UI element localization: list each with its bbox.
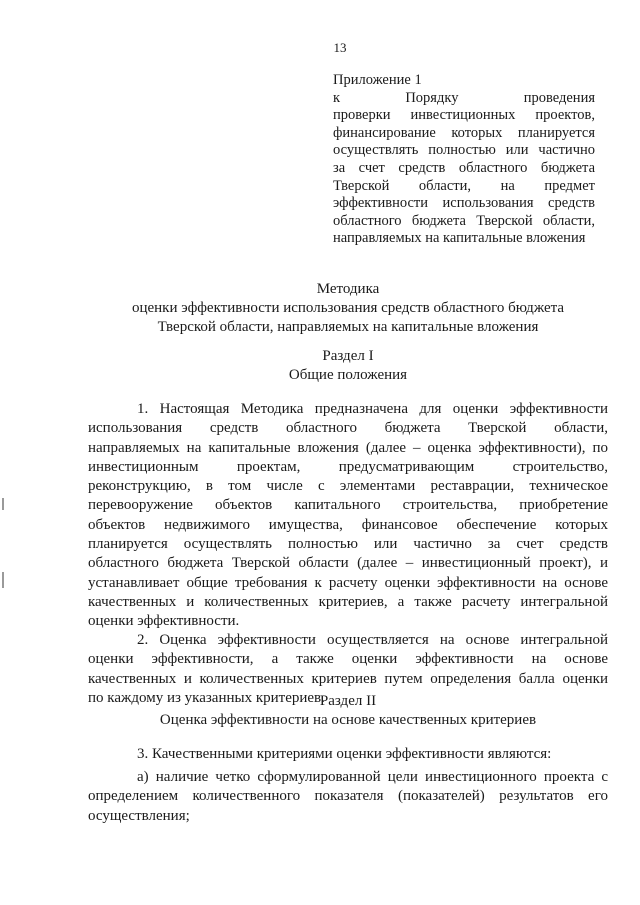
margin-scan-mark <box>2 572 4 588</box>
appendix-line: финансирование которых планируется <box>333 124 595 141</box>
paragraph-line: перевооружение объектов капитального строительства, приобретение <box>88 497 608 514</box>
appendix-line: проверки инвестиционных проектов, <box>333 107 595 124</box>
document-title <box>88 280 608 337</box>
appendix-line: направляемых на капитальные вложения <box>333 230 586 247</box>
paragraph-line: оценки эффективности, а также оценки эффективности на основе <box>88 651 608 668</box>
title-line: Методика <box>316 281 380 297</box>
appendix-line: областного бюджета Тверской области, <box>333 212 595 229</box>
appendix-line: Приложение 1 <box>333 72 422 88</box>
appendix-line: Тверской области, на предмет <box>333 177 595 194</box>
paragraph-line: планируется осуществлять полностью или частично за счет средств <box>88 536 608 553</box>
paragraph-1 <box>88 400 608 632</box>
paragraph-line: оценки эффективности. <box>88 613 240 630</box>
paragraph-line: определением количественного показателя (показателей) результатов его <box>88 788 608 805</box>
paragraph-line: а) наличие четко сформулированной цели инвестиционного проекта с <box>137 769 608 785</box>
paragraph-line: качественных и количественных критериев, а также расчету интегральной <box>88 593 608 610</box>
paragraph-line: осуществления; <box>88 807 190 824</box>
paragraph-line: 1. Настоящая Методика предназначена для оценки эффективности <box>137 401 608 417</box>
appendix-line: осуществлять полностью или частично <box>333 142 595 159</box>
page-number: 13 <box>333 40 347 55</box>
paragraph-line: по каждому из указанных критериев. <box>88 689 325 706</box>
paragraph-line: использования средств областного бюджета Тверской области, <box>88 420 608 437</box>
paragraph-line: 2. Оценка эффективности осуществляется на основе интегральной <box>137 632 608 648</box>
paragraph-line: областного бюджета Тверской области (далее – инвестиционный проект), и <box>88 555 608 572</box>
appendix-line: за счет средств областного бюджета <box>333 159 595 176</box>
appendix-line: к Порядку проведения <box>333 89 595 106</box>
paragraph-line: объектов недвижимого имущества, финансовое обеспечение которых <box>88 516 608 533</box>
margin-scan-mark <box>2 498 4 510</box>
section-number: Раздел I <box>322 348 374 364</box>
section-number: Раздел II <box>319 693 377 709</box>
paragraph-line: инвестиционным проектам, предусматривающим строительство, <box>88 458 608 475</box>
appendix-line: эффективности использования средств <box>333 195 595 212</box>
paragraph-line: устанавливает общие требования к расчету оценки эффективности на основе <box>88 574 608 591</box>
paragraph-line: реконструкцию, в том числе с элементами реставрации, техническое <box>88 478 608 495</box>
title-line: Тверской области, направляемых на капитальные вложения <box>157 319 539 335</box>
paragraph-line: направляемых на капитальные вложения (далее – оценка эффективности), по <box>88 439 608 456</box>
section-title: Оценка эффективности на основе качественных критериев <box>159 712 537 728</box>
section-2-heading <box>88 692 608 730</box>
section-title: Общие положения <box>288 367 408 383</box>
section-1-heading <box>88 347 608 385</box>
appendix-block <box>333 72 595 248</box>
paragraph-4 <box>88 768 608 826</box>
title-line: оценки эффективности использования средств областного бюджета <box>131 300 565 316</box>
paragraph-line: 3. Качественными критериями оценки эффективности являются: <box>137 746 552 762</box>
paragraph-3 <box>88 745 608 764</box>
paragraph-line: качественных и количественных критериев путем определения балла оценки <box>88 670 608 687</box>
